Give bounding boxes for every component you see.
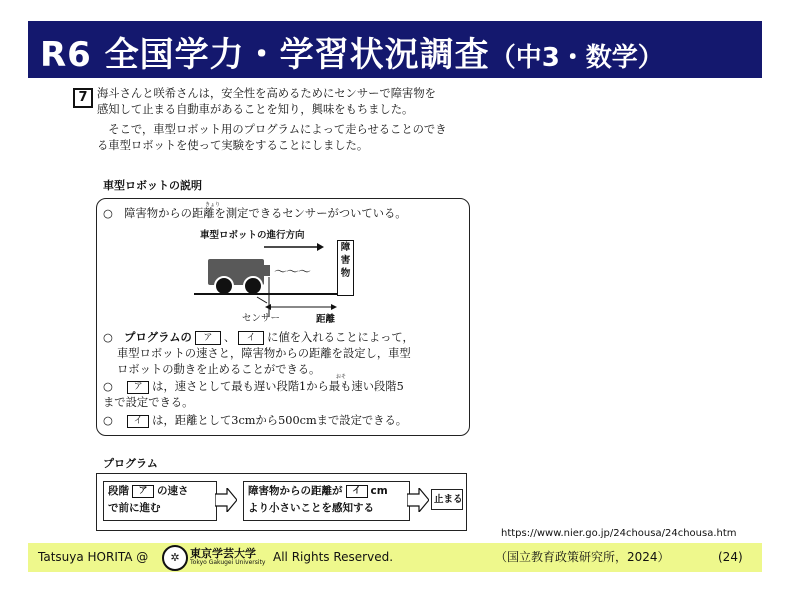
ruby-kyori: きょり: [205, 202, 221, 208]
direction-text: 車型ロボットの進行方向: [200, 230, 305, 241]
flow-arrow-2: [407, 488, 429, 512]
footer-bar: [28, 543, 762, 572]
robot-diagram: [172, 227, 392, 325]
title-bar: [28, 21, 762, 78]
step2-line2: より小さいことを感知する: [248, 502, 374, 514]
intro-line: そこで，車型ロボット用のプログラムによって走らせることのでき: [97, 123, 447, 136]
program-flow-box: [96, 473, 467, 531]
sensor-pointer: [257, 297, 267, 303]
bullet-sensor: [103, 206, 407, 221]
obstacle-char: 害: [340, 255, 351, 266]
intro-line: る車型ロボットを使って実験をすることにしました。: [97, 139, 369, 152]
page-number: (24): [718, 550, 743, 564]
bullet-distance-text: は，距離として3cmから500cmまで設定できる。: [152, 414, 408, 427]
bullet-distance: [103, 413, 407, 428]
sensor-label: センサー: [242, 313, 281, 324]
robot-description-heading: 車型ロボットの説明: [103, 179, 202, 192]
bullet-program-line3: ロボットの動きを止めることができる。: [117, 363, 321, 376]
program-step-stop: 止まる: [431, 489, 463, 510]
distance-arrowhead-right: [331, 304, 337, 310]
step1-post: の速さ: [157, 485, 189, 497]
question-number: 7: [73, 88, 93, 108]
slot-b: イ: [127, 415, 149, 428]
intro-line: 感知して止まる自動車があることを知り，興味をもちました。: [97, 103, 414, 116]
university-logo-en: Tokyo Gakugei University: [190, 559, 266, 566]
source-url: https://www.nier.go.jp/24chousa/24chousa.htm: [501, 528, 737, 539]
bullet-marker: ○: [103, 380, 113, 393]
step1-pre: 段階: [108, 485, 129, 497]
flow-arrow-1: [215, 488, 237, 512]
university-logo-icon: ✲: [162, 545, 188, 571]
bullet-speed-text: は，速さとして最も遅い段階1から最も速い段階5: [152, 380, 404, 393]
slot-b: イ: [346, 485, 368, 498]
step1-line2: で前に進む: [108, 502, 161, 514]
bullet-speed-line2: まで設定できる。: [103, 396, 194, 409]
distance-label: 距離: [316, 314, 336, 325]
step2-pre: 障害物からの距離が: [248, 485, 343, 497]
footer-rights: All Rights Reserved.: [273, 550, 394, 564]
program-step-move: [103, 481, 217, 521]
robot-description-box: [96, 198, 470, 436]
robot-sensor: [263, 265, 270, 276]
program-heading: プログラム: [103, 457, 158, 470]
program-step-sense: [243, 481, 410, 521]
title-main: R6 全国学力・学習状況調査: [40, 35, 490, 75]
university-logo-name: 東京学芸大学: [190, 547, 256, 560]
bullet-program-line2: 車型ロボットの速さと，障害物からの距離を設定し，車型: [117, 347, 411, 360]
direction-arrowhead: [317, 243, 324, 251]
problem-scan: [73, 85, 483, 537]
bullet-sensor-text: 障害物からの距離を測定できるセンサーがついている。: [124, 207, 407, 220]
step2-post: cm: [370, 485, 388, 497]
flow-arrow-shape: [407, 488, 429, 512]
footer-source: （国立教育政策研究所，2024）: [495, 550, 670, 564]
ruby-oso: おそ: [336, 374, 347, 380]
bullet-speed: [103, 379, 404, 394]
obstacle: [337, 240, 354, 296]
slot-separator: 、: [223, 331, 236, 344]
slot-a: ア: [195, 331, 221, 345]
obstacle-char: 物: [340, 268, 351, 279]
bullet-marker: ○: [103, 414, 113, 427]
intro-line: 海斗さんと咲希さんは，安全性を高めるためにセンサーで障害物を: [97, 87, 436, 100]
bullet-program-pre: プログラムの: [124, 330, 192, 344]
ground-line: [194, 293, 354, 295]
bullet-marker: ○: [103, 207, 113, 220]
title-sub: （中3・数学）: [489, 43, 664, 73]
sensor-waves: 〜〜〜: [274, 265, 311, 280]
obstacle-char: 障: [340, 242, 351, 253]
bullet-marker: ○: [103, 331, 113, 344]
bullet-program-post: に値を入れることによって，: [267, 331, 414, 344]
slot-a: ア: [132, 485, 154, 498]
slot-a: ア: [127, 381, 149, 394]
footer-author: Tatsuya HORITA @: [38, 550, 149, 564]
slot-b: イ: [238, 331, 264, 345]
bullet-program: [103, 330, 414, 345]
slide-title: [40, 27, 664, 76]
flow-arrow-shape: [215, 488, 237, 512]
